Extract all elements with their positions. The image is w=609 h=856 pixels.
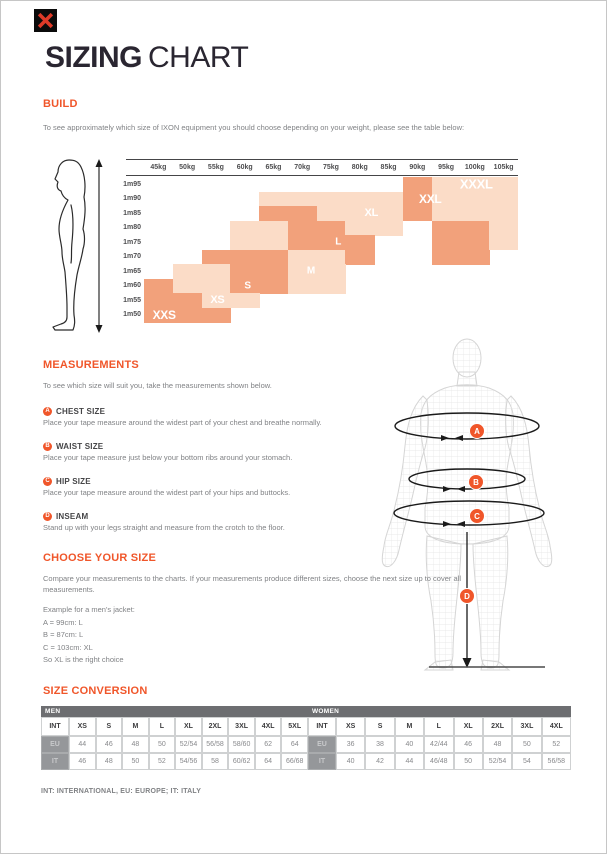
- measurement-item-head: [43, 442, 378, 451]
- measurement-item-head: [43, 407, 378, 416]
- weight-label: 90kg: [409, 164, 426, 171]
- table-cell: 48: [483, 736, 512, 753]
- height-label: 1m55: [123, 296, 141, 304]
- build-cell: [345, 235, 374, 250]
- build-cell: [173, 308, 202, 323]
- build-cell: [259, 264, 288, 279]
- marker-a-letter: A: [474, 427, 480, 436]
- build-cell: [259, 235, 288, 250]
- build-cell: [489, 235, 518, 250]
- height-label: 1m60: [123, 282, 141, 290]
- build-cell: [317, 206, 346, 221]
- table-cell: M: [395, 717, 424, 736]
- table-cell: 52/54: [483, 753, 512, 770]
- figure-right-arm: [506, 396, 552, 567]
- conversion-table-women: [308, 706, 571, 770]
- figure-right-leg: [473, 536, 508, 668]
- measurement-item-c: [43, 477, 378, 498]
- letter-badge-icon: A: [43, 407, 52, 416]
- build-cell: [345, 192, 374, 207]
- build-cell: [460, 206, 489, 221]
- build-cell: [259, 221, 288, 236]
- letter-badge-icon: B: [43, 442, 52, 451]
- choose-example: [43, 604, 135, 667]
- table-cell: 44: [395, 753, 424, 770]
- table-cell: 42: [365, 753, 394, 770]
- build-cell: [460, 250, 489, 265]
- measurement-item-desc: Place your tape measure just below your bottom ribs around your stomach.: [43, 452, 293, 462]
- table-cell: 54/56: [175, 753, 202, 770]
- body-measurement-figure: [367, 336, 607, 686]
- table-title-women: WOMEN: [308, 706, 571, 717]
- build-cell: [230, 264, 259, 279]
- build-cell: [460, 235, 489, 250]
- table-cell: 48: [122, 736, 149, 753]
- build-cell: [230, 235, 259, 250]
- build-cell: [317, 279, 346, 294]
- marker-c-letter: C: [474, 512, 480, 521]
- build-cell: [144, 279, 173, 294]
- measurements-heading: MEASUREMENTS: [43, 359, 139, 371]
- weight-label: 65kg: [265, 164, 282, 171]
- height-label: 1m85: [123, 209, 141, 217]
- build-cell: [345, 250, 374, 265]
- build-cell: [230, 293, 259, 308]
- page-title-light: CHART: [148, 41, 249, 74]
- weight-label: 85kg: [380, 164, 397, 171]
- build-cell: [259, 279, 288, 294]
- table-cell: 64: [255, 753, 282, 770]
- choose-heading: CHOOSE YOUR SIZE: [43, 552, 157, 564]
- table-cell: 52/54: [175, 736, 202, 753]
- height-label: 1m75: [123, 238, 141, 246]
- marker-d-letter: D: [464, 592, 470, 601]
- measurement-item-title: HIP SIZE: [56, 476, 91, 486]
- table-cell: S: [96, 717, 123, 736]
- table-cell: 56/58: [542, 753, 571, 770]
- build-cell: [403, 206, 432, 221]
- figure-right-foot: [481, 660, 509, 670]
- build-cell: [202, 308, 231, 323]
- table-title-men: MEN: [41, 706, 308, 717]
- build-cell: [259, 192, 288, 207]
- measurement-item-desc: Place your tape measure around the widest part of your chest and breathe normally.: [43, 417, 322, 427]
- build-cell: [432, 235, 461, 250]
- table-row-eu: [308, 736, 571, 753]
- table-cell: L: [149, 717, 176, 736]
- build-intro: To see approximately which size of IXON equipment you should choose depending on your weight, please see the table below:: [43, 123, 465, 132]
- table-cell: 50: [149, 736, 176, 753]
- table-cell: XS: [69, 717, 96, 736]
- table-cell: 58/60: [228, 736, 255, 753]
- build-chart: [39, 153, 579, 343]
- build-cell: [432, 206, 461, 221]
- build-cell: [173, 293, 202, 308]
- measurement-item-title: INSEAM: [56, 511, 89, 521]
- table-cell: 3XL: [512, 717, 541, 736]
- table-cell: M: [122, 717, 149, 736]
- build-cell: [230, 221, 259, 236]
- table-row-int: [41, 717, 308, 736]
- table-cell: 46: [69, 753, 96, 770]
- weight-labels: [144, 160, 518, 175]
- example-line: Example for a men's jacket:: [43, 605, 135, 614]
- figure-left-leg: [426, 536, 461, 668]
- table-row-int: [308, 717, 571, 736]
- table-cell: XS: [336, 717, 365, 736]
- build-cell: [317, 235, 346, 250]
- build-cell: [432, 177, 461, 192]
- build-cell: [374, 221, 403, 236]
- table-cell: 3XL: [228, 717, 255, 736]
- build-cell: [432, 250, 461, 265]
- table-cell: XL: [454, 717, 483, 736]
- weight-label: 100kg: [464, 164, 485, 171]
- size-label-s: S: [244, 280, 251, 292]
- height-labels: [109, 177, 141, 322]
- example-line: A = 99cm: L: [43, 617, 83, 627]
- build-cell: [288, 279, 317, 294]
- row-label-eu: EU: [308, 736, 336, 753]
- table-row-eu: [41, 736, 308, 753]
- measurement-item-desc: Stand up with your legs straight and measure from the crotch to the floor.: [43, 522, 285, 532]
- conversion-footnote: INT: INTERNATIONAL, EU: EUROPE; IT: ITALY: [41, 788, 202, 795]
- table-cell: 36: [336, 736, 365, 753]
- build-cell: [259, 206, 288, 221]
- build-cell: [173, 264, 202, 279]
- measurement-item-b: [43, 442, 378, 463]
- row-label-it: IT: [308, 753, 336, 770]
- row-label-eu: EU: [41, 736, 69, 753]
- table-cell: 5XL: [281, 717, 308, 736]
- example-line: C = 103cm: XL: [43, 642, 93, 652]
- table-cell: 42/44: [424, 736, 453, 753]
- figure-left-foot: [425, 660, 453, 670]
- height-label: 1m65: [123, 267, 141, 275]
- marker-b-letter: B: [473, 478, 479, 487]
- size-label-xxs: XXS: [152, 307, 176, 322]
- build-cell: [460, 221, 489, 236]
- build-cell: [345, 221, 374, 236]
- table-cell: 56/58: [202, 736, 229, 753]
- conversion-tables: [41, 706, 571, 770]
- example-line: B = 87cm: L: [43, 630, 84, 639]
- build-grid: [144, 177, 518, 322]
- weight-header: [126, 159, 518, 176]
- measurements-section: [43, 359, 378, 547]
- height-label: 1m70: [123, 253, 141, 261]
- row-label-int: INT: [308, 717, 336, 736]
- height-label: 1m90: [123, 195, 141, 203]
- measurement-items: [43, 407, 378, 533]
- build-cell: [288, 235, 317, 250]
- build-cell: [403, 177, 432, 192]
- weight-label: 70kg: [294, 164, 311, 171]
- table-cell: 44: [69, 736, 96, 753]
- table-cell: L: [424, 717, 453, 736]
- build-cell: [317, 192, 346, 207]
- example-line: So XL is the right choice: [43, 655, 124, 664]
- table-cell: 4XL: [542, 717, 571, 736]
- page-title: [45, 41, 248, 75]
- letter-badge-icon: D: [43, 512, 52, 521]
- figure-left-arm: [382, 396, 428, 567]
- weight-label: 50kg: [179, 164, 196, 171]
- letter-badge-icon: C: [43, 477, 52, 486]
- build-cell: [202, 264, 231, 279]
- measurements-intro: To see which size will suit you, take the measurements shown below.: [43, 381, 272, 390]
- weight-label: 60kg: [236, 164, 253, 171]
- table-cell: 60/62: [228, 753, 255, 770]
- weight-label: 55kg: [207, 164, 224, 171]
- build-cell: [288, 192, 317, 207]
- build-cell: [432, 221, 461, 236]
- size-label-l: L: [335, 236, 342, 248]
- table-cell: 52: [542, 736, 571, 753]
- measurement-item-title: WAIST SIZE: [56, 441, 104, 451]
- build-cell: [317, 264, 346, 279]
- table-cell: 64: [281, 736, 308, 753]
- build-cell: [288, 221, 317, 236]
- table-cell: 46: [96, 736, 123, 753]
- build-cell: [173, 279, 202, 294]
- height-label: 1m95: [123, 180, 141, 188]
- height-label: 1m80: [123, 224, 141, 232]
- table-cell: 46/48: [424, 753, 453, 770]
- row-label-it: IT: [41, 753, 69, 770]
- build-cell: [202, 250, 231, 265]
- size-label-xs: XS: [210, 294, 225, 307]
- build-cell: [288, 250, 317, 265]
- table-cell: 52: [149, 753, 176, 770]
- build-cell: [489, 221, 518, 236]
- table-cell: S: [365, 717, 394, 736]
- table-cell: XL: [175, 717, 202, 736]
- measurement-item-desc: Place your tape measure around the widest part of your hips and buttocks.: [43, 487, 291, 497]
- size-label-xxl: XXL: [419, 191, 442, 206]
- size-label-m: M: [306, 265, 315, 277]
- table-cell: 62: [255, 736, 282, 753]
- weight-label: 45kg: [150, 164, 167, 171]
- build-cell: [230, 250, 259, 265]
- measurement-item-head: [43, 512, 378, 521]
- table-cell: 58: [202, 753, 229, 770]
- table-cell: 2XL: [202, 717, 229, 736]
- build-cell: [489, 177, 518, 192]
- table-cell: 46: [454, 736, 483, 753]
- weight-label: 80kg: [351, 164, 368, 171]
- measurement-item-a: [43, 407, 378, 428]
- figure-torso: [421, 385, 514, 544]
- table-cell: 50: [454, 753, 483, 770]
- table-cell: 66/68: [281, 753, 308, 770]
- conversion-heading: SIZE CONVERSION: [43, 685, 148, 697]
- build-cell: [374, 206, 403, 221]
- table-cell: 4XL: [255, 717, 282, 736]
- build-cell: [374, 192, 403, 207]
- height-label: 1m50: [123, 311, 141, 319]
- brand-logo-icon: [34, 9, 57, 32]
- build-cell: [259, 250, 288, 265]
- height-silhouette-icon: [39, 157, 107, 335]
- table-cell: 2XL: [483, 717, 512, 736]
- table-cell: 40: [395, 736, 424, 753]
- table-cell: 48: [96, 753, 123, 770]
- weight-label: 75kg: [323, 164, 339, 171]
- table-cell: 50: [122, 753, 149, 770]
- build-cell: [144, 293, 173, 308]
- table-cell: 50: [512, 736, 541, 753]
- build-cell: [489, 206, 518, 221]
- table-row-it: [308, 753, 571, 770]
- conversion-table-men: [41, 706, 308, 770]
- build-cell: [317, 250, 346, 265]
- table-cell: 38: [365, 736, 394, 753]
- brand-logo-mark-icon: [37, 12, 54, 29]
- build-heading: BUILD: [43, 98, 78, 110]
- measurement-item-title: CHEST SIZE: [56, 406, 106, 416]
- measurement-item-head: [43, 477, 378, 486]
- table-cell: 40: [336, 753, 365, 770]
- build-cell: [317, 221, 346, 236]
- build-cell: [288, 206, 317, 221]
- build-cell: [460, 192, 489, 207]
- row-label-int: INT: [41, 717, 69, 736]
- table-cell: 54: [512, 753, 541, 770]
- size-label-xl: XL: [364, 207, 378, 220]
- size-label-xxxl: XXXL: [459, 176, 493, 192]
- weight-label: 95kg: [438, 164, 455, 171]
- measurement-item-d: [43, 512, 378, 533]
- build-cell: [202, 279, 231, 294]
- page-title-bold: SIZING: [45, 41, 143, 74]
- figure-head: [453, 339, 481, 377]
- weight-label: 105kg: [493, 164, 514, 171]
- choose-para: Compare your measurements to the charts. If your measurements produce different sizes, choose the next size up to cover all measurements.: [43, 574, 461, 594]
- table-row-it: [41, 753, 308, 770]
- build-cell: [489, 192, 518, 207]
